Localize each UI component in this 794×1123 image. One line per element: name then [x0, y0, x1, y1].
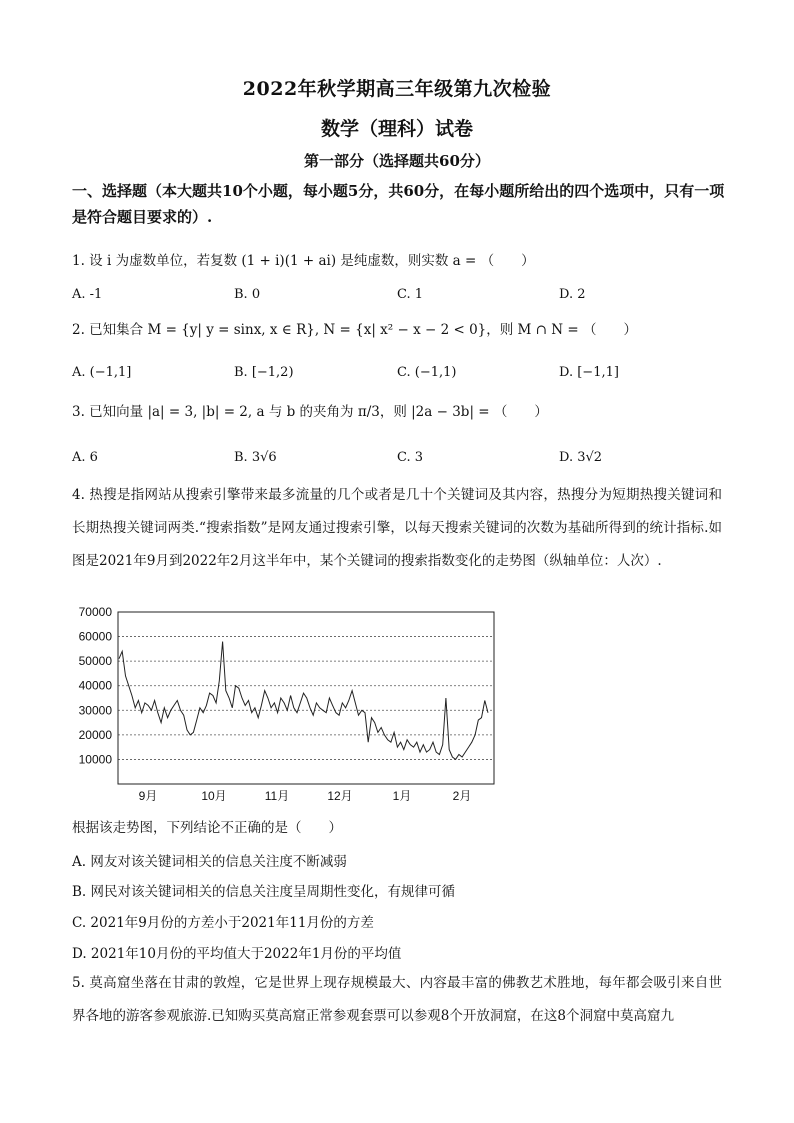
exam-subject: 数学（理科）试卷 [320, 118, 473, 140]
y-tick-label: 20000 [78, 727, 112, 742]
question-5-stem: 5. 莫高窟坐落在甘肃的敦煌，它是世界上现存规模最大、内容最丰富的佛教艺术胜地，每年都会吸引来自世界各地的游客参观旅游.已知购买莫高窟正常参观套票可以参观8个开放洞窟，在这8个洞窟中莫高窟九 [72, 975, 722, 1024]
option-a: A. 6 [72, 450, 98, 465]
option-c: C. 3 [397, 450, 424, 465]
y-tick-labels [79, 605, 113, 766]
option-b: B. [−1,2) [234, 365, 294, 380]
question-2-stem: 2. 已知集合 M = {y| y = sinx, x ∈ R}, N = {x| x² − x − 2 < 0}，则 M ∩ N = （ ） [72, 322, 637, 338]
question-4-option-c: C. 2021年9月份的方差小于2021年11月份的方差 [72, 915, 374, 931]
chart-grid [118, 637, 494, 760]
y-tick-label: 50000 [78, 654, 112, 669]
question-4-option-a: A. 网友对该关键词相关的信息关注度不断减弱 [72, 854, 347, 870]
y-tick-label: 10000 [78, 752, 112, 767]
x-tick-label: 2月 [452, 789, 472, 803]
question-4-option-d: D. 2021年10月份的平均值大于2022年1月份的平均值 [72, 946, 402, 962]
x-tick-label: 11月 [264, 789, 290, 803]
question-4-followup: 根据该走势图，下列结论不正确的是（ ） [72, 820, 342, 836]
y-tick-label: 40000 [78, 678, 112, 693]
option-c: C. 1 [397, 287, 424, 302]
option-b: B. 0 [234, 287, 261, 302]
option-d: D. [−1,1] [559, 365, 619, 380]
x-tick-label: 9月 [138, 789, 158, 803]
y-tick-label: 70000 [78, 605, 112, 619]
question-1-options [72, 287, 732, 309]
part-heading: 第一部分（选择题共60分） [304, 152, 490, 170]
question-4-option-b: B. 网民对该关键词相关的信息关注度呈周期性变化，有规律可循 [72, 884, 456, 900]
y-tick-label: 60000 [78, 629, 112, 644]
question-1-stem: 1. 设 i 为虚数单位，若复数 (1 + i)(1 + ai) 是纯虚数，则实数 a = （ ） [72, 253, 535, 269]
exam-title: 2022年秋学期高三年级第九次检验 [242, 78, 552, 100]
option-a: A. (−1,1] [72, 365, 132, 380]
question-4-stem: 4. 热搜是指网站从搜索引擎带来最多流量的几个或者是几十个关键词及其内容，热搜分为短期热搜关键词和长期热搜关键词两类.“搜索指数”是网友通过搜索引擎，以每天搜索关键词的次数为基础所得到的统计指标.如图是2021年9月到2022年2月这半年中，某个关键词的搜索指数变化的走势图（纵轴单位：人次）. [72, 487, 722, 569]
option-b: B. 3√6 [234, 450, 277, 465]
question-3-stem: 3. 已知向量 |a| = 3, |b| = 2, a 与 b 的夹角为 π/3，则 |2a − 3b| = （ ） [72, 404, 548, 420]
x-tick-label: 12月 [327, 789, 353, 803]
chart-svg [62, 600, 502, 832]
plot-frame [118, 612, 494, 784]
option-d: D. 3√2 [559, 450, 603, 465]
search-index-chart [62, 600, 502, 832]
question-3-options [72, 450, 732, 472]
x-tick-label: 1月 [392, 789, 412, 803]
x-tick-labels [139, 789, 472, 803]
y-tick-label: 30000 [78, 703, 112, 718]
option-d: D. 2 [559, 287, 586, 302]
option-a: A. -1 [72, 287, 103, 302]
option-c: C. (−1,1) [397, 365, 457, 380]
section-heading: 一、选择题（本大题共10个小题，每小题5分，共60分，在每小题所给出的四个选项中，只有一项是符合题目要求的）. [72, 182, 725, 226]
question-2-options [72, 365, 732, 387]
x-tick-label: 10月 [201, 789, 227, 803]
search-index-line [119, 642, 488, 760]
